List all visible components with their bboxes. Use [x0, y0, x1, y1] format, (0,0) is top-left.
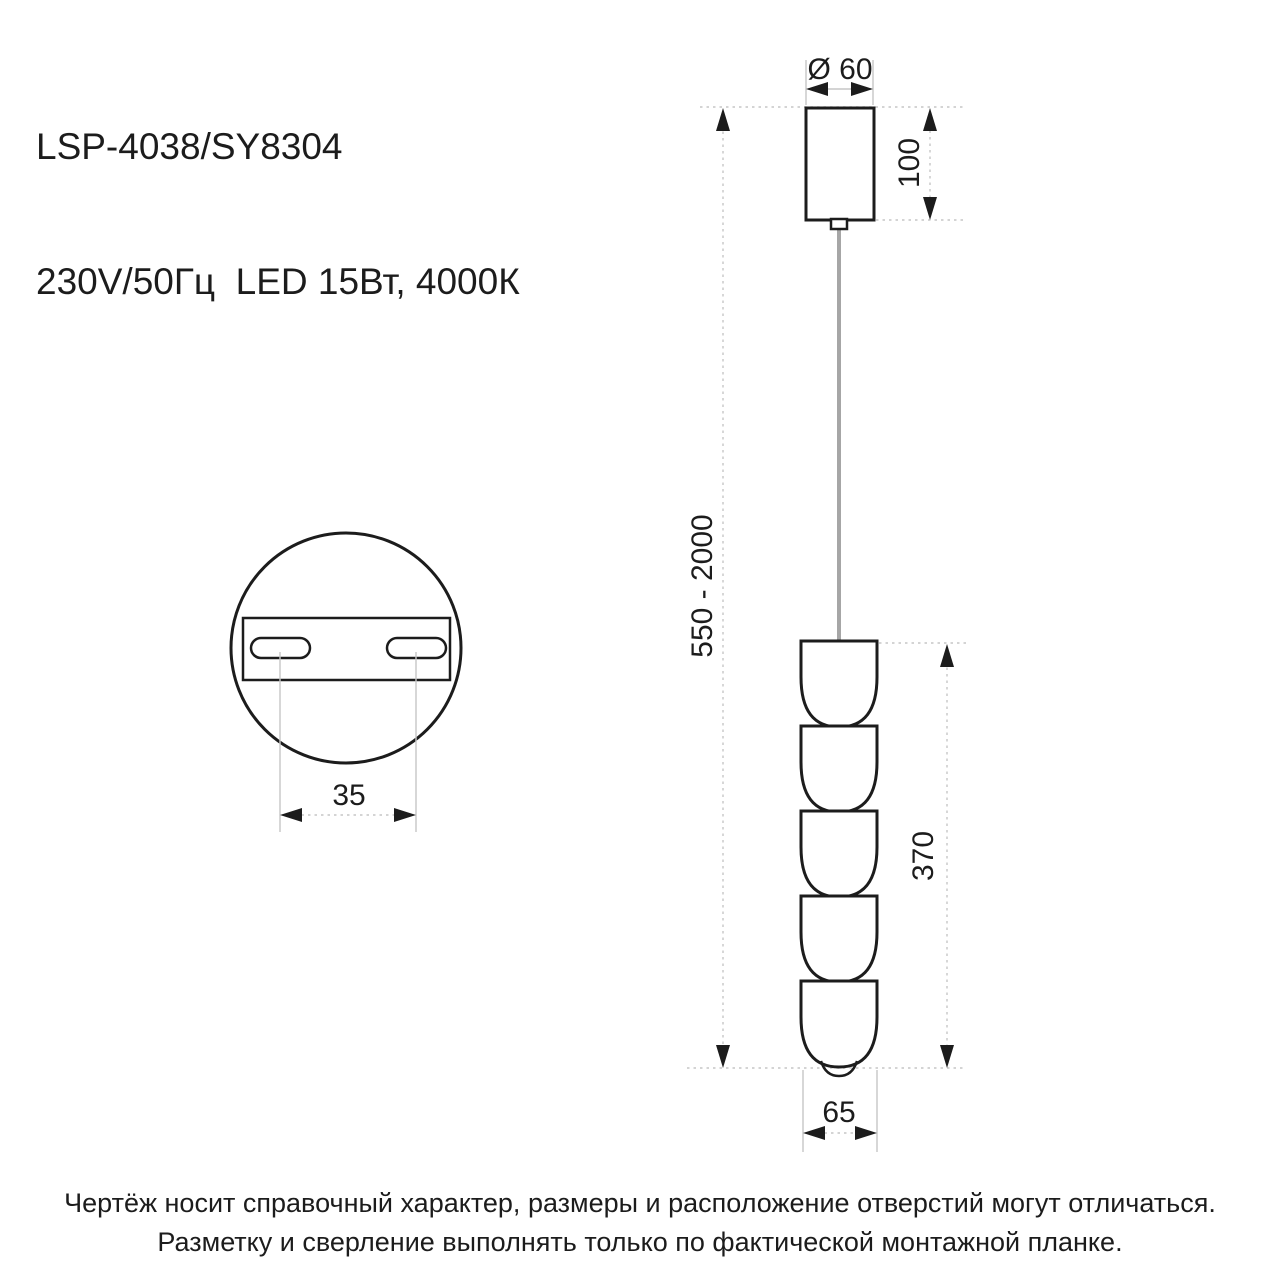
footnote-line-2: Разметку и сверление выполнять только по фактической монтажной планке. [157, 1227, 1123, 1257]
canopy-cord-grip [831, 219, 847, 229]
canopy-diameter-label: Ø 60 [807, 53, 873, 86]
ceiling-canopy [806, 108, 874, 229]
arrow-down-icon [923, 197, 937, 220]
dome-segment-2 [801, 726, 877, 812]
arrow-up-icon [716, 108, 730, 131]
suspension-range-label: 550 - 2000 [686, 514, 719, 658]
dome-segment-1 [801, 641, 877, 727]
hole-spacing-label: 35 [332, 779, 366, 812]
dome-segment-5 [801, 981, 877, 1067]
arrow-up-icon [923, 108, 937, 131]
footnote-block [0, 1184, 1280, 1262]
dim-fixture-height [907, 644, 954, 1068]
canopy-body [806, 108, 874, 220]
dim-suspension-range [686, 108, 730, 1068]
arrow-right-icon [855, 1126, 877, 1140]
lamp-shade-stack [801, 641, 877, 1076]
dim-canopy-diameter [806, 53, 873, 105]
footnote-line-1: Чертёж носит справочный характер, размеры и расположение отверстий могут отличаться. [64, 1188, 1216, 1218]
arrow-left-icon [280, 808, 302, 822]
model-number: LSP-4038/SY8304 [36, 126, 343, 167]
arrow-down-icon [940, 1045, 954, 1068]
dim-canopy-height [893, 108, 937, 220]
arrow-down-icon [716, 1045, 730, 1068]
arrow-right-icon [394, 808, 416, 822]
electrical-specs: 230V/50Гц LED 15Вт, 4000К [36, 261, 520, 302]
fixture-height-label: 370 [907, 830, 940, 882]
shade-width-label: 65 [822, 1096, 856, 1129]
canopy-height-label: 100 [893, 137, 926, 189]
mounting-plate-detail-view [231, 533, 461, 832]
dome-segment-3 [801, 811, 877, 897]
dim-shade-width [803, 1070, 877, 1152]
dome-segment-4 [801, 896, 877, 982]
arrow-up-icon [940, 644, 954, 667]
